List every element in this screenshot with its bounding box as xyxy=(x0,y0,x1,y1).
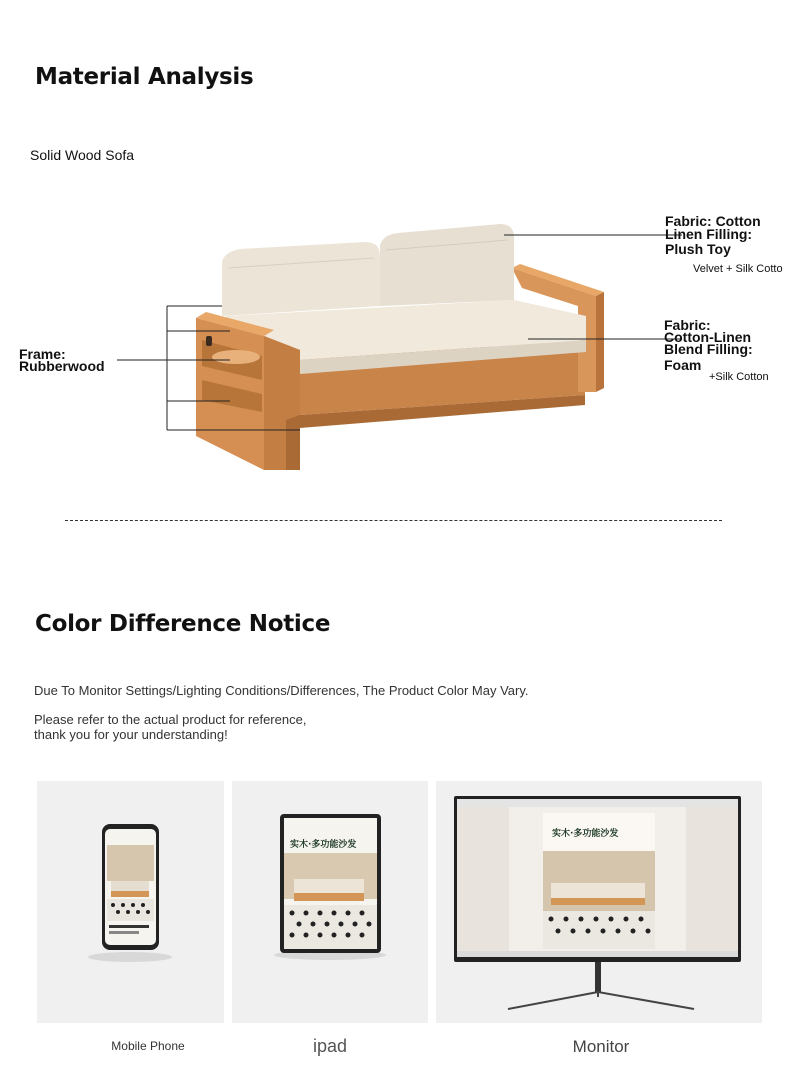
notice-line-2: Please refer to the actual product for reference, xyxy=(34,712,307,727)
frame-value: Rubberwood xyxy=(19,358,105,374)
back-fabric-label: Fabric: Cotton xyxy=(665,213,761,229)
monitor-illustration xyxy=(436,781,762,1023)
seat-filling-label: Blend Filling: xyxy=(664,341,753,357)
ipad-screen-text: 实木·多功能沙发 xyxy=(290,840,357,850)
section-divider xyxy=(65,520,722,521)
mobile-phone-panel xyxy=(37,781,224,1023)
seat-filling-value: Foam xyxy=(664,357,702,373)
back-filling-value: Plush Toy xyxy=(665,241,731,257)
frame-label: Frame: xyxy=(19,346,66,362)
caption-mobile-phone: Mobile Phone xyxy=(111,1039,185,1053)
back-filling-extra: Velvet + Silk Cotto xyxy=(693,263,783,275)
sofa-subtitle: Solid Wood Sofa xyxy=(30,147,135,163)
seat-filling-extra: +Silk Cotton xyxy=(709,371,769,383)
ipad-illustration xyxy=(232,781,428,1023)
ipad-panel xyxy=(232,781,428,1023)
monitor-screen-text: 实木·多功能沙发 xyxy=(552,829,619,839)
notice-line-1: Due To Monitor Settings/Lighting Conditions/Differences, The Product Color May Vary. xyxy=(34,683,529,698)
caption-monitor: Monitor xyxy=(572,1037,630,1056)
caption-ipad: ipad xyxy=(312,1036,348,1056)
notice-line-3: thank you for your understanding! xyxy=(34,727,228,742)
back-filling-label: Linen Filling: xyxy=(665,226,753,242)
seat-fabric-value: Cotton-Linen xyxy=(664,329,752,345)
color-notice-title: Color Difference Notice xyxy=(35,611,331,637)
mobile-phone-illustration xyxy=(37,781,224,1023)
monitor-panel xyxy=(436,781,762,1023)
material-analysis-title: Material Analysis xyxy=(35,64,254,90)
seat-fabric-label: Fabric: xyxy=(664,317,711,333)
